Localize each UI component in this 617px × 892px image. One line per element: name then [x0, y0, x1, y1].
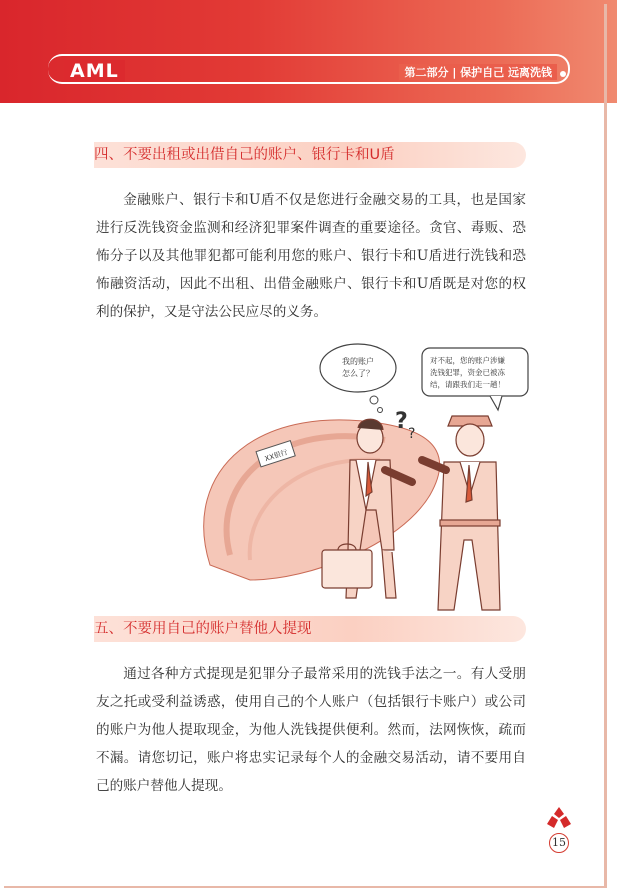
- section4-heading: [94, 142, 526, 168]
- section5-paragraph: [96, 660, 526, 800]
- section-path: 第二部分 | 保护自己 远离洗钱: [399, 64, 557, 80]
- section5-heading: [94, 616, 526, 642]
- page-number: 15: [549, 833, 569, 853]
- central-bank-logo-icon: [546, 806, 572, 830]
- brand-logo-text: AML: [64, 60, 125, 82]
- question-mark-small-icon: ?: [408, 426, 416, 442]
- officer-figure: [422, 416, 500, 610]
- speech-line-3: 结，请跟我们走一趟！: [430, 380, 505, 389]
- question-mark-icon: ?: [395, 409, 408, 434]
- section5-heading-text: 五、不要用自己的账户替他人提现: [94, 621, 312, 637]
- bank-sign-label: XX银行: [263, 448, 289, 464]
- section5-paragraph-text: 通过各种方式提现是犯罪分子最常采用的洗钱手法之一。有人受朋友之托或受利益诱惑，使用自己的个人账户（包括银行卡账户）或公司的账户为他人提取现金，为他人洗钱提供便利。然而，法网恢恢，疏而不漏。请您切记，账户将忠实记录每个人的金融交易活动，请不要用自己的账户替他人提现。: [96, 666, 526, 794]
- speech-line-2: 洗钱犯罪，资金已被冻: [430, 368, 505, 377]
- section4-paragraph: [96, 186, 526, 326]
- illustration-bank-arrest: [190, 330, 550, 615]
- speech-line-1: 对不起，您的账户涉嫌: [430, 356, 505, 365]
- thought-line-1: 我的账户: [342, 357, 374, 366]
- thought-line-2: 怎么了？: [342, 369, 374, 378]
- section4-paragraph-text: 金融账户、银行卡和U盾不仅是您进行金融交易的工具，也是国家进行反洗钱资金监测和经济犯罪案件调查的重要途径。贪官、毒贩、恐怖分子以及其他罪犯都可能利用您的账户、银行卡和U盾进行洗钱和恐怖融资活动，因此不出租、出借金融账户、银行卡和U盾既是对您的权利的保护，又是守法公民应尽的义务。: [96, 192, 526, 320]
- section4-heading-text: 四、不要出租或出借自己的账户、银行卡和U盾: [94, 147, 395, 163]
